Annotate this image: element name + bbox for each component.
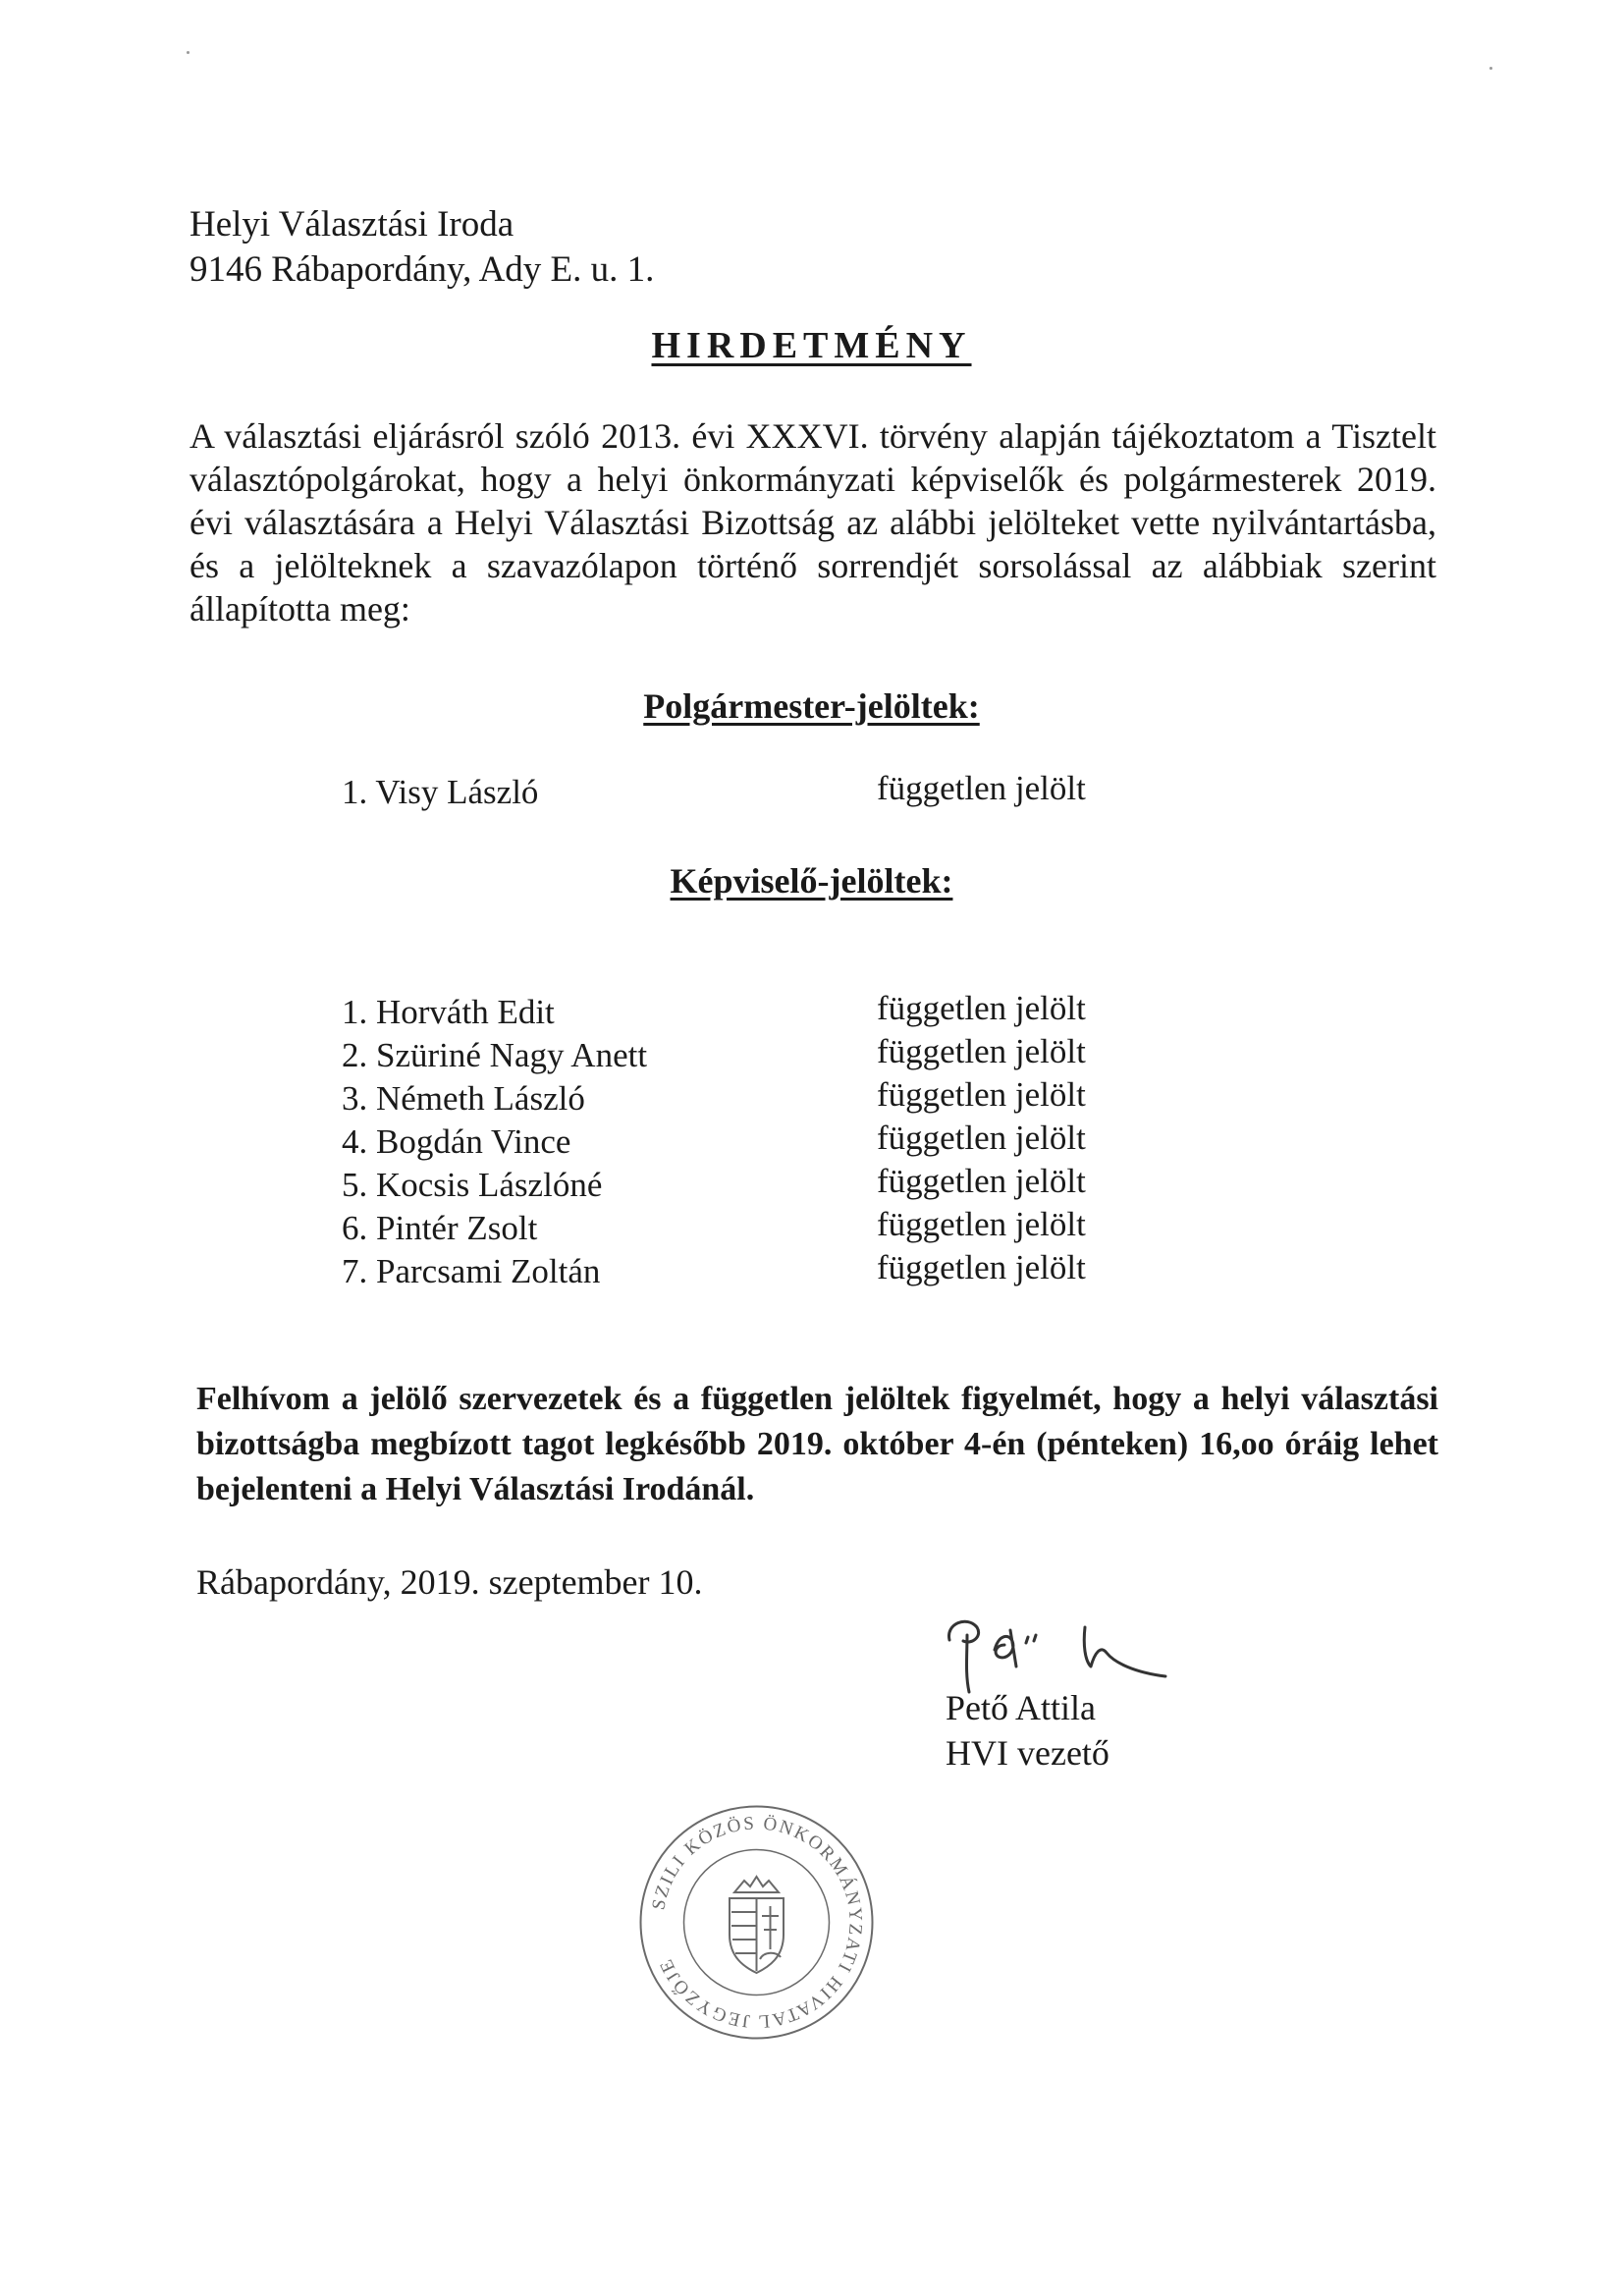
notice-paragraph bbox=[196, 1377, 1438, 1512]
candidate-affiliation: független jelölt bbox=[877, 1162, 1086, 1200]
date-line: Rábapordány, 2019. szeptember 10. bbox=[196, 1562, 703, 1602]
candidate-name: 5. Kocsis Lászlóné bbox=[342, 1166, 603, 1204]
scan-speck bbox=[187, 51, 189, 54]
intro-paragraph bbox=[189, 414, 1436, 630]
intro-text: A választási eljárásról szóló 2013. évi XXXVI. törvény alapján tájékoztatom a Tisztelt választópolgárokat, hogy a helyi önkormányzati képviselők és polgármesterek 2019. évi választására a Helyi Választási Bizottság az alábbi jelölteket vette nyilvántartásba, és a jelölteknek a szavazólapon történő sorrendjét sorsolással az alábbiak szerint állapította meg: bbox=[189, 416, 1436, 629]
office-address: 9146 Rábapordány, Ady E. u. 1. bbox=[189, 249, 655, 290]
candidate-affiliation: független jelölt bbox=[877, 1248, 1086, 1286]
mayor-candidates-heading: Polgármester-jelöltek: bbox=[643, 686, 980, 726]
candidate-name: 7. Parcsami Zoltán bbox=[342, 1252, 601, 1290]
candidate-affiliation: független jelölt bbox=[877, 1032, 1086, 1070]
signer-name: Pető Attila bbox=[946, 1688, 1096, 1727]
candidate-name: 1. Visy László bbox=[342, 773, 539, 811]
candidate-name: 2. Szüriné Nagy Anett bbox=[342, 1036, 648, 1074]
candidate-name: 6. Pintér Zsolt bbox=[342, 1209, 538, 1247]
scan-speck bbox=[1489, 67, 1492, 70]
council-candidates-heading: Képviselő-jelöltek: bbox=[670, 861, 953, 901]
candidate-affiliation: független jelölt bbox=[877, 769, 1086, 807]
document-title: HIRDETMÉNY bbox=[651, 325, 972, 366]
candidate-affiliation: független jelölt bbox=[877, 1075, 1086, 1114]
hungarian-coat-of-arms-icon bbox=[730, 1877, 784, 1973]
candidate-affiliation: független jelölt bbox=[877, 1119, 1086, 1157]
candidate-name: 4. Bogdán Vince bbox=[342, 1122, 571, 1161]
signer-role: HVI vezető bbox=[946, 1733, 1109, 1773]
candidate-affiliation: független jelölt bbox=[877, 989, 1086, 1027]
notice-text: Felhívom a jelölő szervezetek és a független jelöltek figyelmét, hogy a helyi választási bizottságba megbízott tagot legkésőbb 2019. október 4-én (pénteken) 16,oo óráig lehet bejelenteni a Helyi Választási Irodánál. bbox=[196, 1381, 1438, 1507]
office-name: Helyi Választási Iroda bbox=[189, 204, 514, 245]
candidate-name: 3. Németh László bbox=[342, 1079, 585, 1118]
stamp-ring-text: SZILI KÖZÖS ÖNKORMÁNYZATI HIVATAL JEGYZŐJE bbox=[648, 1813, 866, 2032]
official-stamp bbox=[636, 1802, 877, 2043]
candidate-affiliation: független jelölt bbox=[877, 1205, 1086, 1243]
candidate-name: 1. Horváth Edit bbox=[342, 993, 555, 1031]
handwritten-signature-icon bbox=[938, 1606, 1173, 1699]
